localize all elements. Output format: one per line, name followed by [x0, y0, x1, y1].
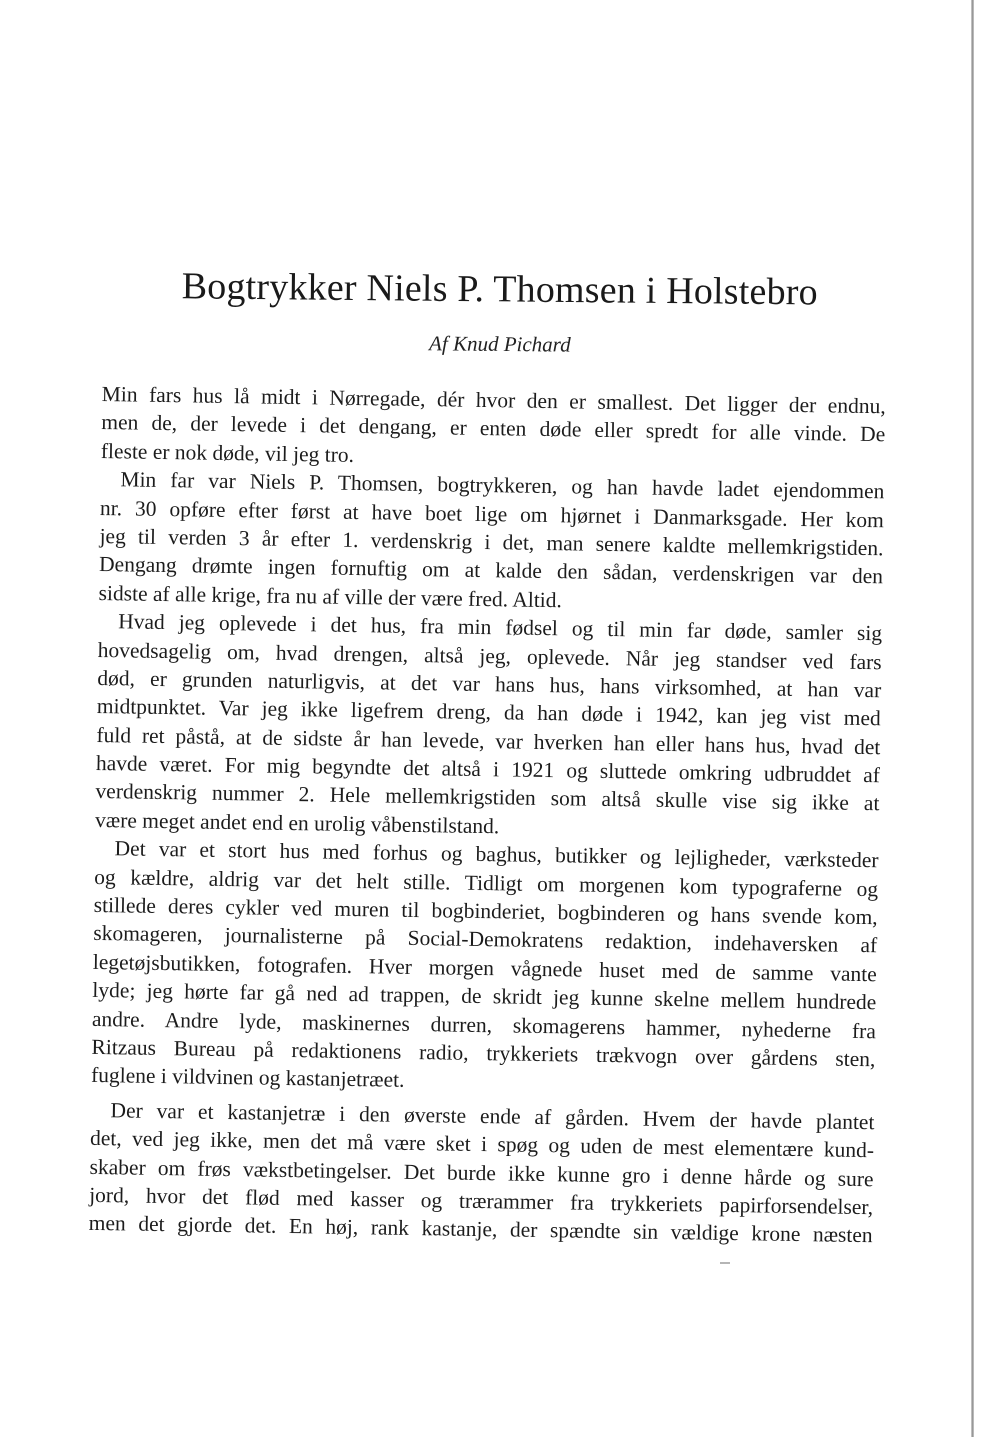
- text-line: Ritzaus Bureau på redaktionens radio, trykkeriets trækvogn over gårdens sten,: [91, 1034, 876, 1072]
- text-line: andre. Andre lyde, maskinernes durren, skomagerens hammer, nyhederne fra: [91, 1006, 877, 1043]
- text-line: død, er grunden naturligvis, at det var hans hus, hans virksomhed, at han var: [97, 665, 882, 703]
- scan-edge-shadow: [971, 0, 974, 1437]
- text-line: Dengang drømte ingen fornuftig om at kalde den sådan, verdenskrigen var den: [98, 552, 884, 589]
- page-title: Bogtrykker Niels P. Thomsen i Holstebro: [181, 265, 819, 314]
- text-line: Det var et stort hus med forhus og baghus, butikker og lejligheder, værksteder: [114, 836, 879, 873]
- text-line: men de, der levede i det dengang, er enten døde eller spredt for alle vinde. De: [101, 410, 886, 447]
- text-line: det, ved jeg ikke, men det må være sket i spøg og uden de mest elementære kund-: [89, 1126, 875, 1163]
- text-line: Min far var Niels P. Thomsen, bogtrykkeren, og han havde ladet ejendommen: [120, 467, 885, 504]
- text-line: Min fars hus lå midt i Nørregade, dér hvor den er smallest. Det ligger der endnu,: [101, 381, 886, 419]
- text-line: jeg til verden 3 år efter 1. verdenskrig i det, man senere kaldte mellemkrigstiden.: [99, 523, 884, 561]
- text-line: sidste af alle krige, fra nu af ville der være fred. Altid.: [98, 580, 563, 612]
- text-line: skomageren, journalisterne på Social-Demokratens redaktion, indehaversken af: [93, 921, 878, 958]
- text-line: verdenskrig nummer 2. Hele mellemkrigstiden som altså skulle vise sig ikke at: [95, 779, 880, 816]
- author-byline: Af Knud Pichard: [428, 331, 571, 357]
- text-line: nr. 30 opføre efter først at have boet lige om hjørnet i Danmarksgade. Her kom: [99, 495, 885, 532]
- text-line: fleste er nok døde, vil jeg tro.: [100, 438, 355, 467]
- text-line: Der var et kastanjetræ i den øverste ende af gården. Hvem der havde plantet: [110, 1097, 875, 1134]
- text-line: men det gjorde det. En høj, rank kastanje, der spændte sin vældige krone næsten: [88, 1211, 873, 1248]
- text-line: legetøjsbutikken, fotografen. Hver morgen vågnede huset med de samme vante: [92, 949, 877, 987]
- text-line: havde været. For mig begyndte det altså i 1921 og sluttede omkring udbruddet af: [95, 751, 881, 788]
- text-line: Hvad jeg oplevede i det hus, fra min fødsel og til min far døde, samler sig: [118, 609, 883, 646]
- text-line: midtpunktet. Var jeg ikke ligefrem dreng, da han døde i 1942, kan jeg vist med: [96, 694, 881, 731]
- text-line: være meget andet end en urolig våbenstilstand.: [94, 807, 500, 839]
- text-line: og kældre, aldrig var det helt stille. Tidligt om morgenen kom typograferne og: [94, 864, 879, 901]
- text-line: hovedsagelig om, hvad drengen, altså jeg, oplevede. Når jeg standser ved fars: [97, 637, 882, 674]
- text-line: skaber om frøs vækstbetingelser. Det burde ikke kunne gro i denne hårde og sure: [89, 1154, 874, 1191]
- article-body: [89, 380, 886, 1250]
- text-line: lyde; jeg hørte far gå ned ad trappen, de skridt jeg kunne skelne mellem hundrede: [92, 978, 877, 1015]
- scan-speck: [720, 1262, 730, 1264]
- text-line: fuglene i vildvinen og kastanjetræet.: [90, 1063, 405, 1093]
- text-line: stillede deres cykler ved muren til bogbinderiet, bogbinderen og hans svende kom,: [93, 892, 878, 930]
- text-line: jord, hvor det flød med kasser og trærammer fra trykkeriets papirforsendelser,: [89, 1182, 874, 1220]
- text-line: fuld ret påstå, at de sidste år han levede, var hverken han eller hans hus, hvad det: [96, 722, 881, 759]
